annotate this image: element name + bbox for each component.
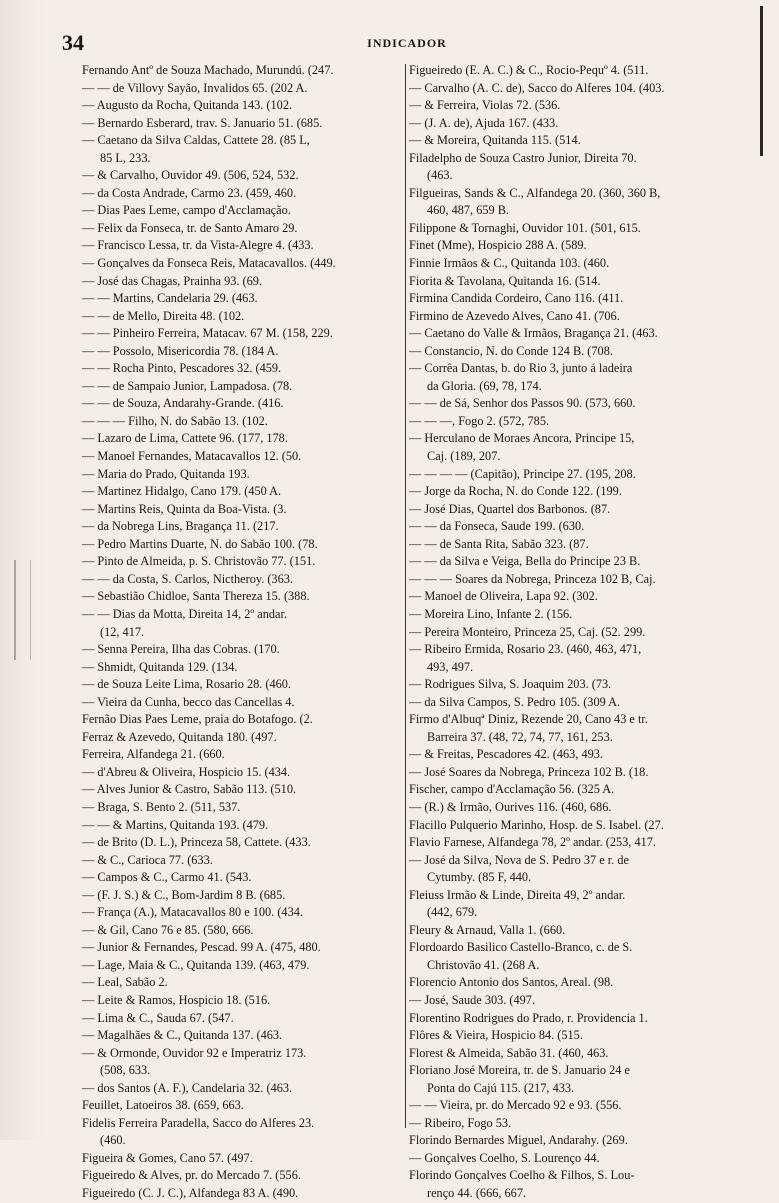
directory-entry-continuation: (442, 679. (427, 905, 478, 920)
directory-entry: — — de Sampaio Junior, Lampadosa. (78. (82, 378, 293, 393)
directory-entry-continuation: Christovão 41. (268 A. (427, 957, 540, 972)
directory-entry: — Leite & Ramos, Hospicio 18. (516. (82, 992, 271, 1007)
directory-entry: Flavio Farnese, Alfandega 78, 2º andar. (253, 417. (409, 835, 656, 850)
directory-entry: — — & Martins, Quitanda 193. (479. (82, 817, 269, 832)
directory-entry-continuation: (460. (100, 1133, 126, 1148)
directory-entry: — (F. J. S.) & C., Bom-Jardim 8 B. (685. (82, 887, 286, 902)
margin-rule (760, 6, 763, 156)
directory-entry: — — —, Fogo 2. (572, 785. (409, 413, 550, 428)
directory-entry: — & Freitas, Pescadores 42. (463, 493. (409, 747, 603, 762)
directory-entry: — — de Mello, Direita 48. (102. (82, 308, 245, 323)
directory-entry: — (J. A. de), Ajuda 167. (433. (409, 115, 559, 130)
directory-entry: — Pedro Martins Duarte, N. do Sabão 100. (78. (82, 536, 318, 551)
directory-entry: — da Nobrega Lins, Bragança 11. (217. (82, 519, 279, 534)
directory-entry: Flôres & Vieira, Hospicio 84. (515. (409, 1028, 583, 1043)
directory-entry: — — — Soares da Nobrega, Princeza 102 B, Caj. (409, 571, 656, 586)
directory-entry-continuation: 85 L, 233. (100, 150, 151, 165)
directory-entry: — Gonçalves Coelho, S. Lourenço 44. (409, 1150, 600, 1165)
directory-entry: Florindo Gonçalves Coelho & Filhos, S. Lou- (409, 1168, 635, 1183)
directory-entry: — de Souza Leite Lima, Rosario 28. (460. (82, 677, 291, 692)
directory-entry: — d'Abreu & Oliveira, Hospicio 15. (434. (82, 764, 291, 779)
directory-entry: Fiorita & Tavolana, Quitanda 16. (514. (409, 273, 601, 288)
directory-entry: — Dias Paes Leme, campo d'Acclamação. (82, 203, 291, 218)
directory-entry: — Sebastião Chidloe, Santa Thereza 15. (388. (82, 589, 310, 604)
directory-entry: — & Ormonde, Ouvidor 92 e Imperatriz 173. (82, 1045, 307, 1060)
directory-entry: Fernão Dias Paes Leme, praia do Botafogo. (2. (82, 712, 313, 727)
directory-entry: Finnie Irmãos & C., Quitanda 103. (460. (409, 256, 610, 271)
directory-entry-continuation: (463. (427, 168, 453, 183)
directory-entry: Ferreira, Alfandega 21. (660. (82, 747, 225, 762)
directory-entry: — Braga, S. Bento 2. (511, 537. (82, 799, 241, 814)
right-column (409, 62, 755, 1200)
directory-entry: — & Gil, Cano 76 e 85. (580, 666. (82, 922, 254, 937)
directory-entry: Florindo Bernardes Miguel, Andarahy. (269. (409, 1133, 628, 1148)
directory-entry: Fidelis Ferreira Paradella, Sacco do Alferes 23. (82, 1115, 315, 1130)
directory-entry: — Lazaro de Lima, Cattete 96. (177, 178. (82, 431, 288, 446)
directory-entry: — Junior & Fernandes, Pescad. 99 A. (475, 480. (82, 940, 321, 955)
directory-entry: — da Costa Andrade, Carmo 23. (459, 460. (82, 185, 297, 200)
directory-entry: — — — Filho, N. do Sabão 13. (102. (82, 413, 268, 428)
directory-entry: — José Dias, Quartel dos Barbonos. (87. (409, 501, 611, 516)
directory-entry: — Moreira Lino, Infante 2. (156. (409, 606, 573, 621)
directory-entry: Florest & Almeida, Sabão 31. (460, 463. (409, 1045, 609, 1060)
directory-entry: — Martins Reis, Quinta da Boa-Vista. (3. (82, 501, 287, 516)
directory-entry: — Manoel de Oliveira, Lapa 92. (302. (409, 589, 598, 604)
directory-entry: — Senna Pereira, Ilha das Cobras. (170. (82, 642, 280, 657)
directory-entry: — & Carvalho, Ouvidor 49. (506, 524, 532. (82, 168, 299, 183)
directory-entry: — — — — (Capitão), Principe 27. (195, 208. (409, 466, 636, 481)
directory-entry: — — de Sá, Senhor dos Passos 90. (573, 660. (409, 396, 636, 411)
directory-entry: — dos Santos (A. F.), Candelaria 32. (463. (82, 1080, 293, 1095)
directory-entry: — Rodrigues Silva, S. Joaquim 203. (73. (409, 677, 612, 692)
directory-entry: — Lage, Maia & C., Quitanda 139. (463, 479. (82, 957, 310, 972)
directory-entry: — — de Villovy Sayão, Invalidos 65. (202 A. (82, 80, 308, 95)
directory-entry: — — de Souza, Andarahy-Grande. (416. (82, 396, 284, 411)
directory-entry: — — Possolo, Misericordia 78. (184 A. (82, 343, 279, 358)
directory-entry: Figueira & Gomes, Cano 57. (497. (82, 1150, 253, 1165)
directory-entry: — Pinto de Almeida, p. S. Christovão 77. (151. (82, 554, 316, 569)
directory-entry: Figueiredo (C. J. C.), Alfandega 83 A. (490. (82, 1186, 299, 1200)
directory-entry: — Martinez Hidalgo, Cano 179. (450 A. (82, 484, 282, 499)
directory-entry: Firmina Candida Cordeiro, Cano 116. (411. (409, 291, 624, 306)
directory-entry: — Carvalho (A. C. de), Sacco do Alferes 104. (403. (409, 80, 665, 95)
directory-entry: — Jorge da Rocha, N. do Conde 122. (199. (409, 484, 622, 499)
directory-entry: Flacillo Pulquerio Marinho, Hosp. de S. Isabel. (27. (409, 817, 664, 832)
directory-entry-continuation: Ponta do Cajú 115. (217, 433. (427, 1080, 575, 1095)
directory-entry-continuation: renço 44. (666, 667. (427, 1186, 527, 1200)
directory-entry: — Herculano de Moraes Ancora, Principe 15, (409, 431, 635, 446)
directory-entry: — Caetano da Silva Caldas, Cattete 28. (85 L, (82, 133, 310, 148)
directory-entry: Figueiredo & Alves, pr. do Mercado 7. (556. (82, 1168, 301, 1183)
directory-entry: — Constancio, N. do Conde 124 B. (708. (409, 343, 613, 358)
directory-entry: — Maria do Prado, Quitanda 193. (82, 466, 250, 481)
directory-entry-continuation: 493, 497. (427, 659, 474, 674)
directory-entry: — & C., Carioca 77. (633. (82, 852, 213, 867)
directory-entry: — — Dias da Motta, Direita 14, 2º andar. (82, 606, 287, 621)
directory-entry: Feuillet, Latoeiros 38. (659, 663. (82, 1098, 244, 1113)
directory-entry: — José da Silva, Nova de S. Pedro 37 e r. de (409, 852, 629, 867)
directory-entry: Florencio Antonio dos Santos, Areal. (98. (409, 975, 614, 990)
left-column (82, 62, 404, 1200)
directory-entry: — — de Santa Rita, Sabão 323. (87. (409, 536, 589, 551)
directory-entry: — — Martins, Candelaria 29. (463. (82, 291, 258, 306)
directory-entry: — Francisco Lessa, tr. da Vista-Alegre 4. (433. (82, 238, 314, 253)
directory-entry: — Alves Junior & Castro, Sabão 113. (510. (82, 782, 297, 797)
directory-entry: — Corrêa Dantas, b. do Rio 3, junto á ladeira (409, 361, 633, 376)
directory-entry: — França (A.), Matacavallos 80 e 100. (434. (82, 905, 303, 920)
directory-entry: Ferraz & Azevedo, Quitanda 180. (497. (82, 729, 277, 744)
directory-entry: Fleiuss Irmão & Linde, Direita 49, 2º andar. (409, 887, 626, 902)
directory-entry: Fischer, campo d'Acclamação 56. (325 A. (409, 782, 615, 797)
directory-entry: — Caetano do Valle & Irmãos, Bragança 21. (463. (409, 326, 658, 341)
directory-entry: — Campos & C., Carmo 41. (543. (82, 870, 252, 885)
directory-entry: — — da Silva e Veiga, Bella do Principe 23 B. (409, 554, 641, 569)
directory-entry: — (R.) & Irmão, Ourives 116. (460, 686. (409, 799, 612, 814)
directory-entry: Florentino Rodrigues do Prado, r. Providencia 1. (409, 1010, 648, 1025)
directory-entry: Floriano José Moreira, tr. de S. Januario 24 e (409, 1063, 630, 1078)
page-number: 34 (62, 30, 84, 55)
directory-entry: — — da Fonseca, Saude 199. (630. (409, 519, 585, 534)
directory-entry: — de Brito (D. L.), Princeza 58, Cattete. (433. (82, 835, 311, 850)
directory-entry: Filgueiras, Sands & C., Alfandega 20. (360, 360 B, (409, 185, 661, 200)
directory-entry: — José das Chagas, Prainha 93. (69. (82, 273, 262, 288)
directory-entry: — Magalhães & C., Quitanda 137. (463. (82, 1028, 283, 1043)
directory-entry: — — da Costa, S. Carlos, Nictheroy. (363. (82, 571, 293, 586)
directory-entry: — Felix da Fonseca, tr. de Santo Amaro 29. (82, 220, 298, 235)
directory-entry: — Shmidt, Quitanda 129. (134. (82, 659, 238, 674)
directory-entry-continuation: Cytumby. (85 F, 440. (427, 870, 532, 885)
directory-entry: — Augusto da Rocha, Quitanda 143. (102. (82, 98, 293, 113)
directory-entry-continuation: 460, 487, 659 B. (427, 203, 509, 218)
directory-entry: Finet (Mme), Hospicio 288 A. (589. (409, 238, 587, 253)
column-divider (405, 64, 406, 1128)
binding-mark (14, 560, 31, 660)
directory-entry: — Lima & C., Sauda 67. (547. (82, 1010, 234, 1025)
directory-entry-continuation: da Gloria. (69, 78, 174. (427, 378, 542, 393)
directory-entry: — Ribeiro Ermida, Rosario 23. (460, 463, 471, (409, 642, 642, 657)
directory-entry: — Vieira da Cunha, becco das Cancellas 4. (82, 694, 295, 709)
directory-entry-continuation: Barreira 37. (48, 72, 74, 77, 161, 253. (427, 729, 613, 744)
directory-entry: — José Soares da Nobrega, Princeza 102 B. (18. (409, 764, 649, 779)
directory-entry: — Pereira Monteiro, Princeza 25, Caj. (52. 299. (409, 624, 646, 639)
directory-entry: Filippone & Tornaghi, Ouvidor 101. (501, 615. (409, 220, 641, 235)
directory-entry-continuation: (508, 633. (100, 1063, 151, 1078)
directory-entry: — & Ferreira, Violas 72. (536. (409, 98, 561, 113)
directory-entry: Flordoardo Basilico Castello-Branco, c. de S. (409, 940, 633, 955)
directory-entry: — Bernardo Esberard, trav. S. Januario 51. (685. (82, 115, 323, 130)
directory-entry-continuation: Caj. (189, 207. (427, 449, 501, 464)
directory-entry: — — Vieira, pr. do Mercado 92 e 93. (556. (409, 1098, 622, 1113)
directory-entry: — — Pinheiro Ferreira, Matacav. 67 M. (158, 229. (82, 326, 333, 341)
directory-entry: — — Rocha Pinto, Pescadores 32. (459. (82, 361, 282, 376)
directory-entry: — Gonçalves da Fonseca Reis, Matacavallos. (449. (82, 256, 336, 271)
directory-entry: — & Moreira, Quitanda 115. (514. (409, 133, 581, 148)
directory-entry: Fernando Antº de Souza Machado, Murundú. (247. (82, 63, 334, 77)
running-title: INDICADOR (367, 36, 447, 50)
directory-entry: Firmo d'Albuqª Diniz, Rezende 20, Cano 43 e tr. (409, 712, 648, 727)
directory-entry: — da Silva Campos, S. Pedro 105. (309 A. (409, 694, 621, 709)
page-header (62, 30, 752, 56)
directory-entry: Fleury & Arnaud, Valla 1. (660. (409, 922, 566, 937)
directory-entry: — Leal, Sabão 2. (82, 975, 168, 990)
directory-entry-continuation: (12, 417. (100, 624, 145, 639)
directory-entry: Figueiredo (E. A. C.) & C., Rocio-Pequº 4. (511. (409, 63, 649, 77)
directory-entry: — Manoel Fernandes, Matacavallos 12. (50. (82, 449, 302, 464)
directory-entry: — Ribeiro, Fogo 53. (409, 1115, 512, 1130)
directory-entry: — José, Saude 303. (497. (409, 992, 536, 1007)
directory-entry: Firmino de Azevedo Alves, Cano 41. (706. (409, 308, 620, 323)
directory-entry: Filadelpho de Souza Castro Junior, Direita 70. (409, 150, 637, 165)
